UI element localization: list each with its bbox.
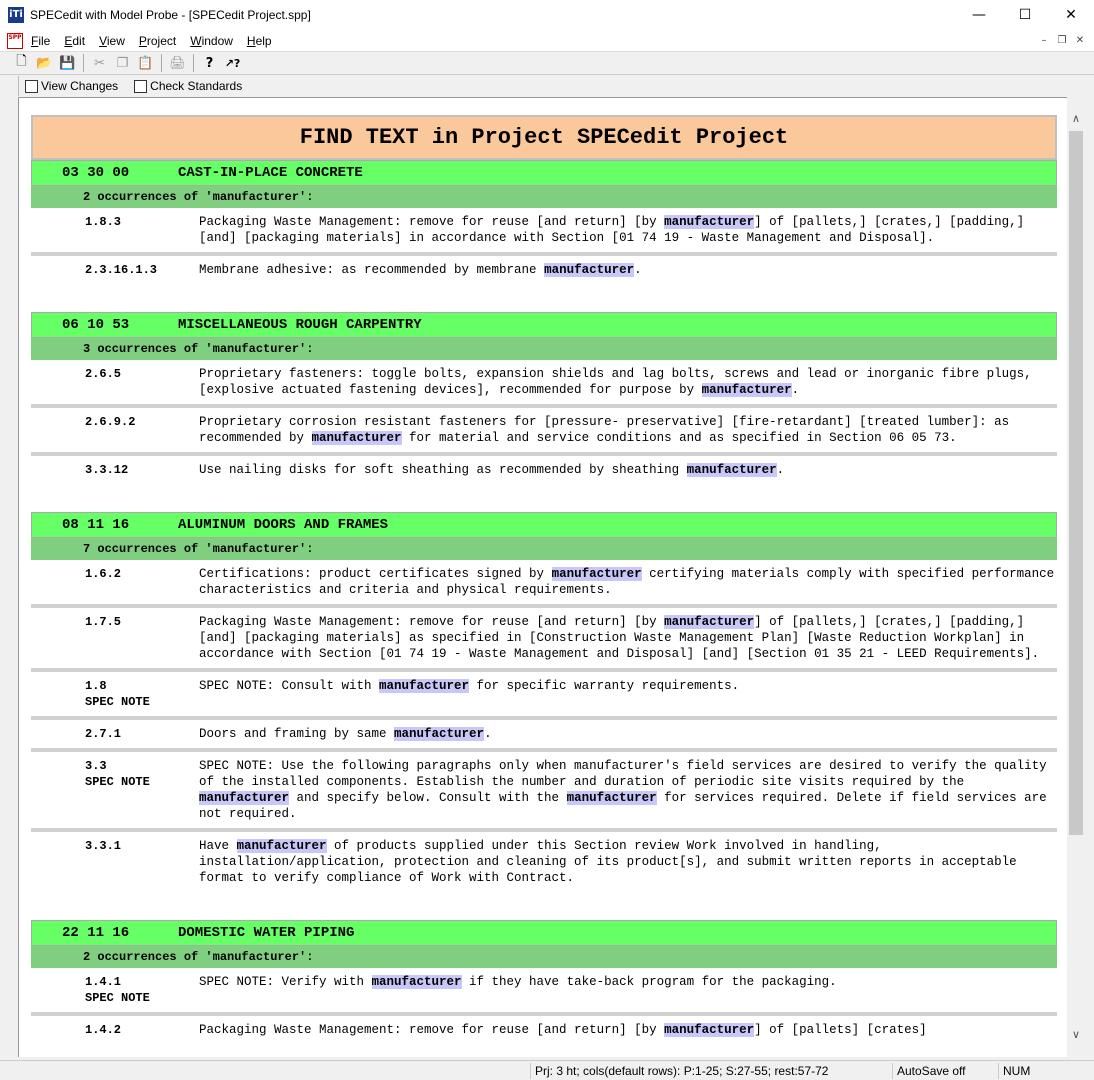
maximize-button[interactable]: ☐ bbox=[1018, 7, 1032, 23]
search-hit: manufacturer bbox=[686, 463, 777, 477]
section-gap bbox=[31, 1044, 1057, 1057]
paragraph-number: 2.6.5 bbox=[85, 367, 122, 381]
section-name: CAST-IN-PLACE CONCRETE bbox=[178, 165, 363, 181]
document-icon[interactable]: SPP bbox=[7, 33, 23, 49]
help-icon[interactable]: ? bbox=[205, 55, 214, 71]
search-hit: manufacturer bbox=[701, 383, 792, 397]
paragraph-text bbox=[199, 1022, 1057, 1038]
paragraph-number: 1.8 bbox=[85, 679, 107, 693]
mdi-restore-button[interactable]: ❐ bbox=[1057, 34, 1067, 46]
search-hit: manufacturer bbox=[664, 1023, 755, 1037]
section-gap bbox=[31, 484, 1057, 512]
paragraph-text bbox=[199, 758, 1057, 822]
scroll-thumb[interactable] bbox=[1069, 131, 1083, 835]
text-after-hit: . bbox=[791, 383, 800, 397]
paragraph-text bbox=[199, 726, 1057, 742]
result-row[interactable] bbox=[31, 208, 1057, 256]
paragraph-text bbox=[199, 838, 1057, 886]
new-file-icon[interactable]: 🗋 bbox=[16, 54, 27, 69]
text-before-hit: Packaging Waste Management: remove for reuse [and return] [by bbox=[199, 1023, 665, 1037]
result-row[interactable] bbox=[31, 672, 1057, 720]
paragraph-text bbox=[199, 462, 1057, 478]
result-row[interactable] bbox=[31, 608, 1057, 672]
open-folder-icon[interactable]: 📂 bbox=[36, 55, 53, 71]
paragraph-number: 2.3.16.1.3 bbox=[85, 263, 158, 277]
document-area[interactable] bbox=[18, 97, 1067, 1057]
menu-view[interactable] bbox=[99, 34, 132, 48]
menu-help[interactable] bbox=[247, 34, 279, 48]
menu-label-rest: indow bbox=[201, 33, 233, 48]
occurrence-count: 3 occurrences of 'manufacturer': bbox=[31, 338, 1057, 360]
paragraph-number: 3.3 bbox=[85, 759, 107, 773]
text-before-hit: Use nailing disks for soft sheathing as recommended by sheathing bbox=[199, 463, 687, 477]
occurrence-count: 2 occurrences of 'manufacturer': bbox=[31, 186, 1057, 208]
toolbar bbox=[0, 51, 1094, 75]
print-icon[interactable]: 🖨 bbox=[169, 55, 186, 71]
text-before-hit: SPEC NOTE: Use the following paragraphs only when manufacturer's field services are desired to verify the quality of the installed components. Establish the number and duration of periodic site visits required by the bbox=[199, 759, 1055, 789]
report-title: FIND TEXT in Project SPECedit Project bbox=[31, 115, 1057, 160]
section-gap bbox=[31, 284, 1057, 312]
text-before-hit: Packaging Waste Management: remove for reuse [and return] [by bbox=[199, 215, 665, 229]
paragraph-ref bbox=[31, 462, 199, 478]
paragraph-text bbox=[199, 566, 1062, 598]
title-bar bbox=[0, 0, 1094, 30]
text-after-hit: ] of [pallets,] [crates,] [padding,] [and] [packaging materials] in accordance with Section [01 74 19 - Waste Management and Disposal]. bbox=[199, 215, 1032, 245]
close-button[interactable]: ✕ bbox=[1065, 7, 1077, 23]
paragraph-number: 2.7.1 bbox=[85, 727, 122, 741]
text-after-hit: ] of [pallets] [crates] bbox=[754, 1023, 927, 1037]
status-project-info: Prj: 3 ht; cols(default rows): P:1-25; S:27-55; rest:57-72 bbox=[530, 1063, 890, 1079]
spec-note-label: SPEC NOTE bbox=[85, 991, 150, 1005]
paragraph-number: 1.8.3 bbox=[85, 215, 122, 229]
paragraph-ref bbox=[31, 414, 199, 446]
paragraph-text bbox=[199, 678, 1057, 710]
text-after-hit: if they have take-back program for the packaging. bbox=[461, 975, 837, 989]
section-header bbox=[31, 160, 1057, 186]
text-before-hit: Proprietary corrosion resistant fasteners for [pressure- preservative] [fire-retardant] [treated lumber]: as recommended by bbox=[199, 415, 1017, 445]
window-controls bbox=[956, 0, 1094, 30]
status-num: NUM bbox=[998, 1063, 1058, 1079]
view-changes-checkbox[interactable] bbox=[25, 79, 118, 93]
paragraph-text bbox=[199, 414, 1057, 446]
search-hit: manufacturer bbox=[551, 567, 642, 581]
text-after-hit: ] of [pallets,] [crates,] [padding,] [and] [packaging materials] as specified in [Construction Waste Management Plan] [Waste Reduction Workplan] in accordance with Section [01 74 19 - Waste Management and Disposal] [and] [Section 01 35 21 - LEED Requirements]. bbox=[199, 615, 1040, 661]
spec-note-label: SPEC NOTE bbox=[85, 695, 150, 709]
text-after-hit: and specify below. Consult with the bbox=[289, 791, 567, 805]
menu-label-rest: roject bbox=[146, 33, 177, 48]
view-changes-box[interactable] bbox=[25, 80, 38, 93]
paragraph-ref bbox=[31, 678, 199, 710]
search-hit: manufacturer bbox=[394, 727, 485, 741]
paragraph-text bbox=[199, 262, 1057, 278]
paragraph-number: 1.7.5 bbox=[85, 615, 122, 629]
paragraph-ref bbox=[31, 214, 199, 246]
menu-accelerator: F bbox=[31, 33, 39, 48]
text-before-hit: Certifications: product certificates signed by bbox=[199, 567, 552, 581]
paragraph-ref bbox=[31, 838, 199, 886]
paragraph-number: 3.3.12 bbox=[85, 463, 129, 477]
text-before-hit: SPEC NOTE: Consult with bbox=[199, 679, 380, 693]
save-icon[interactable]: 💾 bbox=[59, 55, 76, 71]
paragraph-number: 1.4.1 bbox=[85, 975, 122, 989]
section-number: 03 30 00 bbox=[62, 165, 130, 181]
paragraph-ref bbox=[31, 974, 199, 1006]
vertical-scrollbar[interactable] bbox=[1067, 97, 1085, 1057]
menu-accelerator: V bbox=[99, 33, 107, 48]
search-hit: manufacturer bbox=[371, 975, 462, 989]
paragraph-ref bbox=[31, 262, 199, 278]
search-hit: manufacturer bbox=[311, 431, 402, 445]
paragraph-number: 1.6.2 bbox=[85, 567, 122, 581]
check-standards-box[interactable] bbox=[134, 80, 147, 93]
text-after-hit: . bbox=[776, 463, 785, 477]
find-report bbox=[31, 115, 1062, 1057]
menu-label-rest: ile bbox=[38, 33, 51, 48]
search-hit: manufacturer bbox=[664, 215, 755, 229]
check-standards-checkbox[interactable] bbox=[134, 79, 242, 93]
paragraph-number: 1.4.2 bbox=[85, 1023, 122, 1037]
mdi-controls bbox=[1036, 32, 1088, 48]
section-number: 08 11 16 bbox=[62, 517, 130, 533]
paragraph-text bbox=[199, 214, 1057, 246]
paragraph-ref bbox=[31, 758, 199, 822]
section-number: 06 10 53 bbox=[62, 317, 130, 333]
menu-accelerator: E bbox=[64, 33, 73, 48]
section-header bbox=[31, 312, 1057, 338]
result-row[interactable] bbox=[31, 408, 1057, 456]
search-hit: manufacturer bbox=[664, 615, 755, 629]
search-hit: manufacturer bbox=[379, 679, 470, 693]
text-after-hit: for services required. Delete if field services are not required. bbox=[199, 791, 1055, 821]
menu-label-rest: iew bbox=[106, 33, 125, 48]
paragraph-number: 3.3.1 bbox=[85, 839, 122, 853]
paragraph-number: 2.6.9.2 bbox=[85, 415, 136, 429]
paragraph-text bbox=[199, 366, 1057, 398]
menu-bar bbox=[0, 30, 1094, 51]
paragraph-ref bbox=[31, 366, 199, 398]
minimize-button[interactable]: — bbox=[972, 7, 986, 23]
app-icon: iTi bbox=[8, 7, 24, 23]
occurrence-count: 7 occurrences of 'manufacturer': bbox=[31, 538, 1057, 560]
menu-label-rest: dit bbox=[72, 33, 86, 48]
view-changes-label: View Changes bbox=[41, 79, 119, 93]
menu-accelerator: P bbox=[138, 33, 147, 48]
text-before-hit: Doors and framing by same bbox=[199, 727, 395, 741]
paragraph-ref bbox=[31, 726, 199, 742]
spec-note-label: SPEC NOTE bbox=[85, 775, 150, 789]
section-number: 22 11 16 bbox=[62, 925, 130, 941]
menu-file[interactable] bbox=[31, 34, 57, 48]
text-after-hit: certifying materials comply with specified performance characteristics and criteria and physical requirements. bbox=[199, 567, 1062, 597]
menu-accelerator: W bbox=[190, 33, 202, 48]
result-row[interactable] bbox=[31, 968, 1057, 1016]
text-before-hit: Have bbox=[199, 839, 237, 853]
section-name: ALUMINUM DOORS AND FRAMES bbox=[178, 517, 389, 533]
copy-icon[interactable]: ❐ bbox=[116, 55, 129, 71]
toolbar-separator bbox=[193, 54, 194, 72]
check-standards-label: Check Standards bbox=[150, 79, 243, 93]
search-hit: manufacturer bbox=[544, 263, 635, 277]
menu-window[interactable] bbox=[190, 34, 240, 48]
paragraph-text bbox=[199, 974, 1057, 1006]
section-gap bbox=[31, 892, 1057, 920]
search-hit: manufacturer bbox=[566, 791, 657, 805]
menu-project[interactable] bbox=[139, 34, 183, 48]
text-before-hit: Membrane adhesive: as recommended by membrane bbox=[199, 263, 545, 277]
status-bar bbox=[0, 1060, 1094, 1080]
section-name: MISCELLANEOUS ROUGH CARPENTRY bbox=[178, 317, 422, 333]
search-hit: manufacturer bbox=[236, 839, 327, 853]
text-before-hit: Proprietary fasteners: toggle bolts, expansion shields and lag bolts, screws and lead or inorganic fibre plugs, [explosive actuated fastening devices], recommended for purpose by bbox=[199, 367, 1040, 397]
toolbar-separator bbox=[83, 54, 84, 72]
scroll-up-icon[interactable]: ∧ bbox=[1071, 111, 1081, 125]
menu-edit[interactable] bbox=[64, 34, 92, 48]
text-before-hit: SPEC NOTE: Verify with bbox=[199, 975, 372, 989]
paragraph-ref bbox=[31, 566, 199, 598]
result-row[interactable] bbox=[31, 832, 1057, 892]
section-header bbox=[31, 920, 1057, 946]
paragraph-text bbox=[199, 614, 1057, 662]
context-help-icon[interactable]: ↗? bbox=[224, 56, 241, 70]
search-hit: manufacturer bbox=[199, 791, 290, 805]
status-autosave: AutoSave off bbox=[892, 1063, 996, 1079]
result-row[interactable] bbox=[31, 752, 1057, 832]
mdi-close-button[interactable]: ✕ bbox=[1075, 34, 1085, 46]
text-after-hit: for specific warranty requirements. bbox=[469, 679, 740, 693]
mdi-minimize-button[interactable]: – bbox=[1041, 34, 1047, 46]
text-before-hit: Packaging Waste Management: remove for reuse [and return] [by bbox=[199, 615, 665, 629]
result-row[interactable] bbox=[31, 360, 1057, 408]
menu-accelerator: H bbox=[246, 33, 256, 48]
text-after-hit: for material and service conditions and as specified in Section 06 05 73. bbox=[401, 431, 957, 445]
section-name: DOMESTIC WATER PIPING bbox=[178, 925, 355, 941]
text-after-hit: . bbox=[484, 727, 492, 741]
cut-icon[interactable]: ✂ bbox=[94, 55, 105, 71]
text-after-hit: of products supplied under this Section review Work involved in handling, installation/application, protection and cleaning of its product[s], and submit written reports in acceptable format to verify compliance of Work with Contract. bbox=[199, 839, 1025, 885]
window-title: SPECedit with Model Probe - [SPECedit Project.spp] bbox=[30, 7, 311, 22]
section-header bbox=[31, 512, 1057, 538]
menu-label-rest: elp bbox=[255, 33, 272, 48]
scroll-down-icon[interactable]: ∨ bbox=[1071, 1027, 1081, 1041]
result-row[interactable] bbox=[31, 456, 1057, 484]
text-after-hit: . bbox=[634, 263, 642, 277]
paragraph-ref bbox=[31, 614, 199, 662]
toolbar-separator bbox=[161, 54, 162, 72]
occurrence-count: 2 occurrences of 'manufacturer': bbox=[31, 946, 1057, 968]
result-row[interactable] bbox=[31, 256, 1057, 284]
options-bar bbox=[18, 76, 1088, 96]
paste-icon[interactable]: 📋 bbox=[137, 55, 154, 71]
result-row[interactable] bbox=[31, 720, 1057, 752]
result-row[interactable] bbox=[31, 1016, 1057, 1044]
result-row[interactable] bbox=[31, 560, 1062, 608]
paragraph-ref bbox=[31, 1022, 199, 1038]
